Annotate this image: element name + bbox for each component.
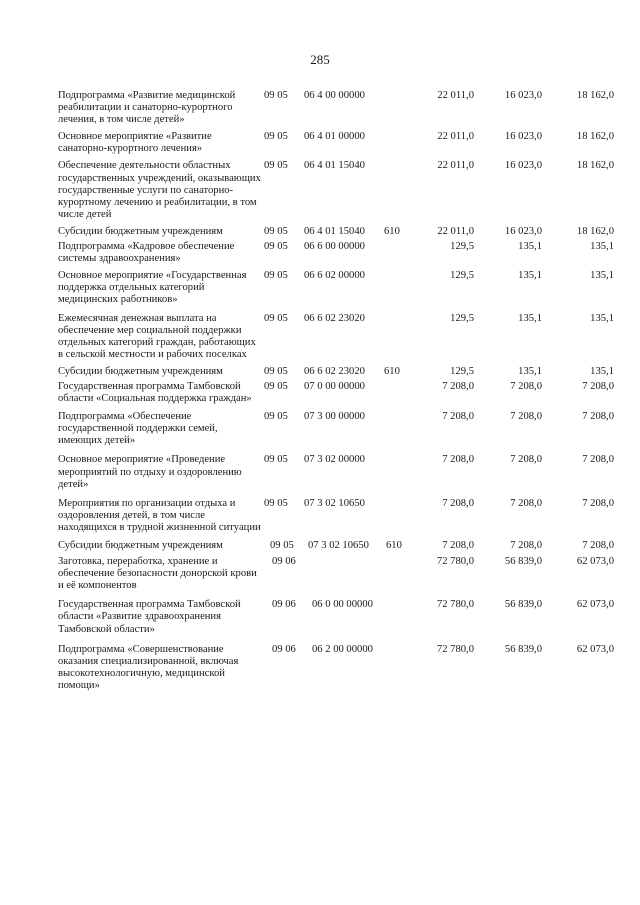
row-amount-2: 16 023,0 <box>504 90 542 101</box>
row-section: 09 06 <box>272 599 296 611</box>
table-row <box>58 540 614 552</box>
table-row <box>58 411 614 447</box>
row-target: 06 4 01 00000 <box>304 131 365 143</box>
row-name: Государственная программа Тамбовской области «Социальная поддержка граждан» <box>58 380 252 405</box>
budget-table <box>58 90 614 692</box>
row-amount-3: 62 073,0 <box>576 643 614 655</box>
row-amount-3: 7 208,0 <box>582 540 614 551</box>
row-name: Подпрограмма «Развитие медицинской реабилитации и санаторно-курортного лечения, в том числе детей» <box>58 90 236 126</box>
row-name: Государственная программа Тамбовской области «Развитие здравоохранения Тамбовской области» <box>58 599 241 635</box>
row-amount-3: 135,1 <box>590 270 614 282</box>
row-target: 07 3 02 00000 <box>304 454 365 466</box>
row-amount-1: 22 011,0 <box>437 225 474 237</box>
table-row <box>58 454 614 490</box>
row-amount-2: 56 839,0 <box>504 556 542 568</box>
row-section: 09 05 <box>264 241 288 253</box>
table-row <box>58 226 614 238</box>
row-amount-3: 18 162,0 <box>576 225 614 237</box>
row-target: 07 3 02 10650 <box>304 497 365 509</box>
table-row <box>58 366 614 378</box>
table-row <box>58 90 614 126</box>
row-target: 07 0 00 00000 <box>304 380 365 392</box>
row-name: Субсидии бюджетным учреждениям <box>58 225 223 237</box>
row-name: Мероприятия по организации отдыха и оздоровления детей, в том числе находящихся в трудной жизненной ситуации <box>58 497 261 533</box>
row-section: 09 05 <box>264 365 288 377</box>
row-name: Основное мероприятие «Развитие санаторно-курортного лечения» <box>58 131 212 155</box>
row-section: 09 05 <box>270 540 294 551</box>
row-name: Подпрограмма «Совершенствование оказания специализированной, включая высокотехнологичную, медицинской помощи» <box>58 643 239 691</box>
table-row <box>58 556 614 592</box>
table-row <box>58 498 614 534</box>
row-section: 09 05 <box>264 160 288 172</box>
row-amount-2: 16 023,0 <box>504 160 542 172</box>
row-amount-3: 18 162,0 <box>576 90 614 101</box>
row-name: Обеспечение деятельности областных государственных учреждений, оказывающих государственные услуги по санаторно-курортному лечению и реабилитации, в том числе детей <box>58 160 261 220</box>
row-amount-2: 56 839,0 <box>504 643 542 655</box>
row-amount-1: 129,5 <box>450 270 474 282</box>
row-section: 09 05 <box>264 380 288 392</box>
row-amount-3: 135,1 <box>590 241 614 253</box>
row-section: 09 05 <box>264 312 288 324</box>
row-amount-1: 7 208,0 <box>442 540 474 551</box>
row-amount-2: 16 023,0 <box>504 131 542 143</box>
row-amount-1: 72 780,0 <box>436 556 474 568</box>
row-amount-1: 7 208,0 <box>442 380 474 392</box>
row-amount-2: 135,1 <box>518 270 542 282</box>
row-target: 06 6 02 23020 <box>304 312 365 324</box>
row-amount-3: 135,1 <box>590 312 614 324</box>
row-amount-2: 7 208,0 <box>510 540 542 551</box>
row-amount-3: 18 162,0 <box>576 131 614 143</box>
row-section: 09 06 <box>272 643 296 655</box>
row-amount-1: 72 780,0 <box>436 599 474 611</box>
row-amount-3: 7 208,0 <box>582 454 614 466</box>
row-amount-2: 135,1 <box>518 365 542 377</box>
row-amount-2: 7 208,0 <box>510 411 542 423</box>
row-target: 06 6 02 23020 <box>304 365 365 377</box>
row-name: Субсидии бюджетным учреждениям <box>58 365 223 377</box>
row-amount-2: 135,1 <box>518 312 542 324</box>
row-target: 06 4 00 00000 <box>304 90 365 101</box>
row-amount-1: 7 208,0 <box>442 454 474 466</box>
row-amount-3: 7 208,0 <box>582 497 614 509</box>
row-target: 06 2 00 00000 <box>312 643 373 655</box>
row-section: 09 05 <box>264 411 288 423</box>
row-amount-1: 72 780,0 <box>436 643 474 655</box>
row-name: Ежемесячная денежная выплата на обеспечение мер социальной поддержки отдельных категорий граждан, работающих в сельской местности и рабочих поселках <box>58 312 256 360</box>
row-vr: 610 <box>386 540 402 551</box>
row-amount-2: 7 208,0 <box>510 454 542 466</box>
row-name: Субсидии бюджетным учреждениям <box>58 540 223 551</box>
page-number: 285 <box>310 52 330 67</box>
row-amount-1: 22 011,0 <box>437 90 474 101</box>
table-row <box>58 644 614 692</box>
table-row <box>58 381 614 405</box>
row-target: 06 0 00 00000 <box>312 599 373 611</box>
row-section: 09 05 <box>264 131 288 143</box>
row-amount-1: 7 208,0 <box>442 497 474 509</box>
row-amount-1: 7 208,0 <box>442 411 474 423</box>
row-amount-3: 62 073,0 <box>576 599 614 611</box>
row-amount-3: 7 208,0 <box>582 380 614 392</box>
row-amount-3: 7 208,0 <box>582 411 614 423</box>
row-section: 09 06 <box>272 556 296 568</box>
row-vr: 610 <box>384 365 400 377</box>
row-amount-2: 7 208,0 <box>510 497 542 509</box>
row-amount-1: 129,5 <box>450 365 474 377</box>
row-target: 06 4 01 15040 <box>304 225 365 237</box>
table-row <box>58 599 614 635</box>
table-row <box>58 313 614 361</box>
row-amount-2: 16 023,0 <box>504 225 542 237</box>
table-row <box>58 241 614 265</box>
table-row <box>58 160 614 220</box>
row-section: 09 05 <box>264 454 288 466</box>
row-amount-1: 129,5 <box>450 312 474 324</box>
row-name: Заготовка, переработка, хранение и обеспечение безопасности донорской крови и её компонентов <box>58 556 257 592</box>
table-row <box>58 270 614 306</box>
row-amount-3: 62 073,0 <box>576 556 614 568</box>
row-name: Подпрограмма «Кадровое обеспечение системы здравоохранения» <box>58 241 235 265</box>
row-amount-2: 56 839,0 <box>504 599 542 611</box>
row-amount-3: 135,1 <box>590 365 614 377</box>
row-section: 09 05 <box>264 497 288 509</box>
row-amount-2: 7 208,0 <box>510 380 542 392</box>
row-amount-1: 22 011,0 <box>437 131 474 143</box>
row-target: 07 3 00 00000 <box>304 411 365 423</box>
row-target: 07 3 02 10650 <box>308 540 369 551</box>
row-target: 06 4 01 15040 <box>304 160 365 172</box>
row-vr: 610 <box>384 225 400 237</box>
table-row <box>58 131 614 155</box>
row-section: 09 05 <box>264 90 288 101</box>
row-section: 09 05 <box>264 225 288 237</box>
row-name: Подпрограмма «Обеспечение государственной поддержки семей, имеющих детей» <box>58 411 218 447</box>
row-name: Основное мероприятие «Государственная поддержка отдельных категорий медицинских работников» <box>58 270 247 306</box>
row-amount-2: 135,1 <box>518 241 542 253</box>
row-amount-1: 22 011,0 <box>437 160 474 172</box>
row-target: 06 6 00 00000 <box>304 241 365 253</box>
row-amount-3: 18 162,0 <box>576 160 614 172</box>
row-target: 06 6 02 00000 <box>304 270 365 282</box>
row-amount-1: 129,5 <box>450 241 474 253</box>
row-name: Основное мероприятие «Проведение мероприятий по отдыху и оздоровлению детей» <box>58 454 242 490</box>
row-section: 09 05 <box>264 270 288 282</box>
